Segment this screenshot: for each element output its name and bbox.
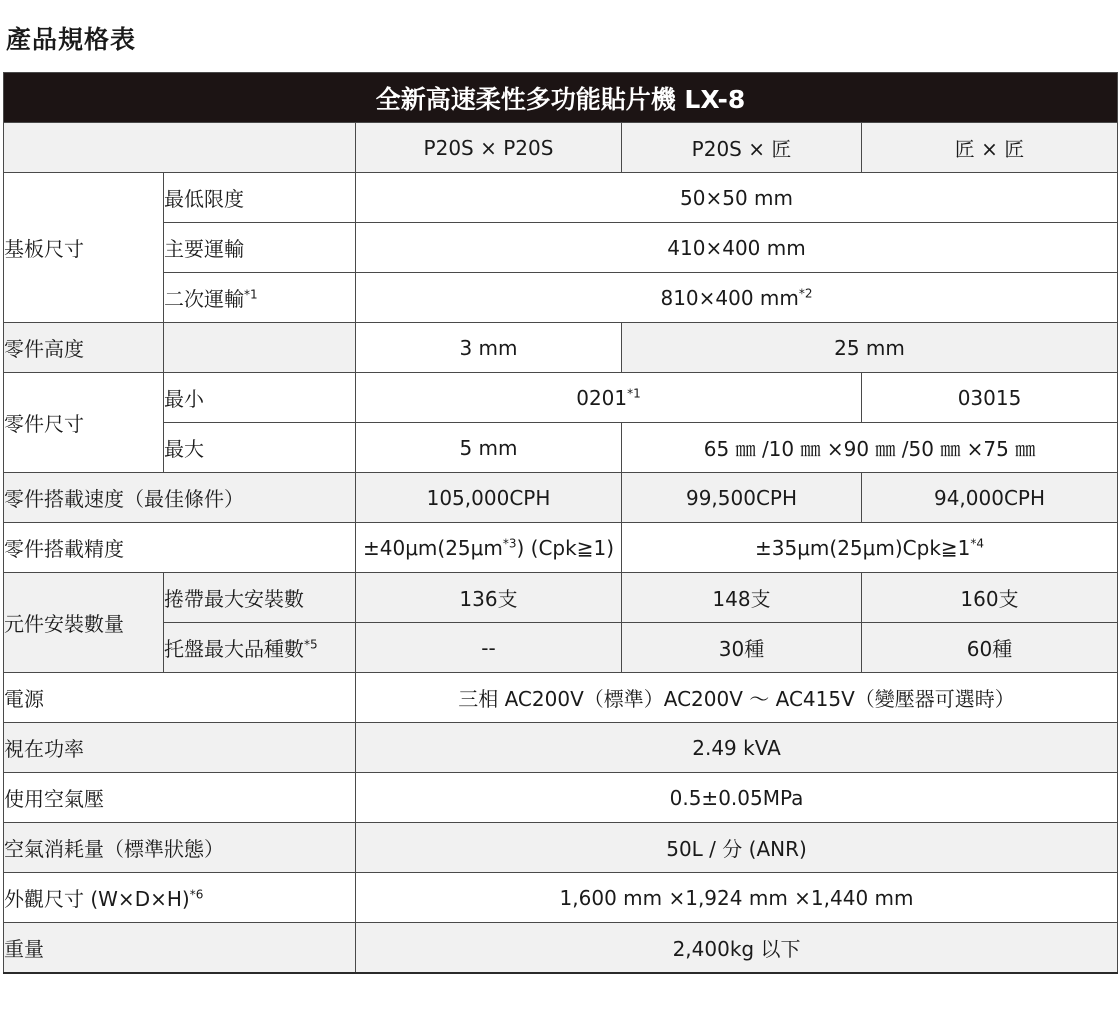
table-row xyxy=(4,523,1118,573)
footnote-mark: *3 xyxy=(502,535,517,550)
spec-table xyxy=(3,72,1118,974)
secondary-label-text: 二次運輸 xyxy=(164,287,244,311)
components-tray-label xyxy=(164,623,356,673)
footnote-mark: *2 xyxy=(798,285,813,300)
column-header-1: P20S × P20S xyxy=(356,123,622,173)
part-size-min-col12 xyxy=(356,373,862,423)
air-pressure-value: 0.5±0.05MPa xyxy=(356,773,1118,823)
part-height-label: 零件高度 xyxy=(4,323,164,373)
air-pressure-label: 使用空氣壓 xyxy=(4,773,356,823)
dimensions-value: 1,600 mm ×1,924 mm ×1,440 mm xyxy=(356,873,1118,923)
weight-value: 2,400kg 以下 xyxy=(356,923,1118,973)
part-size-min-text: 0201 xyxy=(576,385,628,410)
substrate-min-value: 50×50 mm xyxy=(356,173,1118,223)
substrate-secondary-label xyxy=(164,273,356,323)
column-header-row xyxy=(4,123,1118,173)
secondary-value-text: 810×400 mm xyxy=(660,285,799,310)
air-consumption-label: 空氣消耗量（標準狀態） xyxy=(4,823,356,873)
apparent-power-label: 視在功率 xyxy=(4,723,356,773)
table-row xyxy=(4,773,1118,823)
accuracy-col23-text: ±35μm(25μm)Cpk≧1 xyxy=(754,535,971,560)
table-row xyxy=(4,723,1118,773)
table-row xyxy=(4,623,1118,673)
part-height-col1: 3 mm xyxy=(356,323,622,373)
dimensions-label-text: 外觀尺寸 (W×D×H) xyxy=(4,887,190,911)
accuracy-col1-a: ±40μm(25μm xyxy=(362,535,503,560)
table-row xyxy=(4,473,1118,523)
speed-col1: 105,000CPH xyxy=(356,473,622,523)
components-label: 元件安裝數量 xyxy=(4,573,164,673)
table-row xyxy=(4,423,1118,473)
speed-label: 零件搭載速度（最佳條件） xyxy=(4,473,356,523)
table-row xyxy=(4,223,1118,273)
footnote-mark: *1 xyxy=(244,287,258,302)
air-consumption-value: 50L / 分 (ANR) xyxy=(356,823,1118,873)
accuracy-label: 零件搭載精度 xyxy=(4,523,356,573)
part-size-max-col23: 65 ㎜ /10 ㎜ ×90 ㎜ /50 ㎜ ×75 ㎜ xyxy=(622,423,1118,473)
table-row xyxy=(4,673,1118,723)
column-header-blank xyxy=(4,123,356,173)
part-size-max-col1: 5 mm xyxy=(356,423,622,473)
power-value: 三相 AC200V（標準）AC200V ～ AC415V（變壓器可選時） xyxy=(356,673,1118,723)
table-row xyxy=(4,373,1118,423)
footnote-mark: *4 xyxy=(970,535,985,550)
components-tape-col3: 160支 xyxy=(862,573,1118,623)
part-size-label: 零件尺寸 xyxy=(4,373,164,473)
footnote-mark: *1 xyxy=(627,385,641,400)
part-height-blank xyxy=(164,323,356,373)
table-row xyxy=(4,573,1118,623)
table-row xyxy=(4,323,1118,373)
table-row xyxy=(4,173,1118,223)
substrate-main-label: 主要運輸 xyxy=(164,223,356,273)
substrate-secondary-value xyxy=(356,273,1118,323)
table-header-row xyxy=(4,73,1118,123)
components-tape-label: 捲帶最大安裝數 xyxy=(164,573,356,623)
column-header-3: 匠 × 匠 xyxy=(862,123,1118,173)
power-label: 電源 xyxy=(4,673,356,723)
table-row xyxy=(4,923,1118,973)
components-tape-col1: 136支 xyxy=(356,573,622,623)
part-size-min-label: 最小 xyxy=(164,373,356,423)
accuracy-col1 xyxy=(356,523,622,573)
substrate-min-label: 最低限度 xyxy=(164,173,356,223)
components-tray-col3: 60種 xyxy=(862,623,1118,673)
page-title: 產品規格表 xyxy=(6,25,137,54)
apparent-power-value: 2.49 kVA xyxy=(356,723,1118,773)
part-height-col23: 25 mm xyxy=(622,323,1118,373)
speed-col3: 94,000CPH xyxy=(862,473,1118,523)
accuracy-col23 xyxy=(622,523,1118,573)
table-title: 全新高速柔性多功能貼片機 LX-8 xyxy=(4,73,1118,123)
components-tray-col1: -- xyxy=(356,623,622,673)
column-header-2: P20S × 匠 xyxy=(622,123,862,173)
table-row xyxy=(4,873,1118,923)
components-tape-col2: 148支 xyxy=(622,573,862,623)
part-size-min-col3: 03015 xyxy=(862,373,1118,423)
components-tray-col2: 30種 xyxy=(622,623,862,673)
tray-label-text: 托盤最大品種數 xyxy=(164,637,304,661)
accuracy-col1-b: ) (Cpk≧1) xyxy=(516,535,614,560)
table-row xyxy=(4,823,1118,873)
substrate-label: 基板尺寸 xyxy=(4,173,164,323)
dimensions-label xyxy=(4,873,356,923)
table-row xyxy=(4,273,1118,323)
part-size-max-label: 最大 xyxy=(164,423,356,473)
footnote-mark: *6 xyxy=(189,887,204,902)
speed-col2: 99,500CPH xyxy=(622,473,862,523)
footnote-mark: *5 xyxy=(304,637,318,652)
weight-label: 重量 xyxy=(4,923,356,973)
substrate-main-value: 410×400 mm xyxy=(356,223,1118,273)
